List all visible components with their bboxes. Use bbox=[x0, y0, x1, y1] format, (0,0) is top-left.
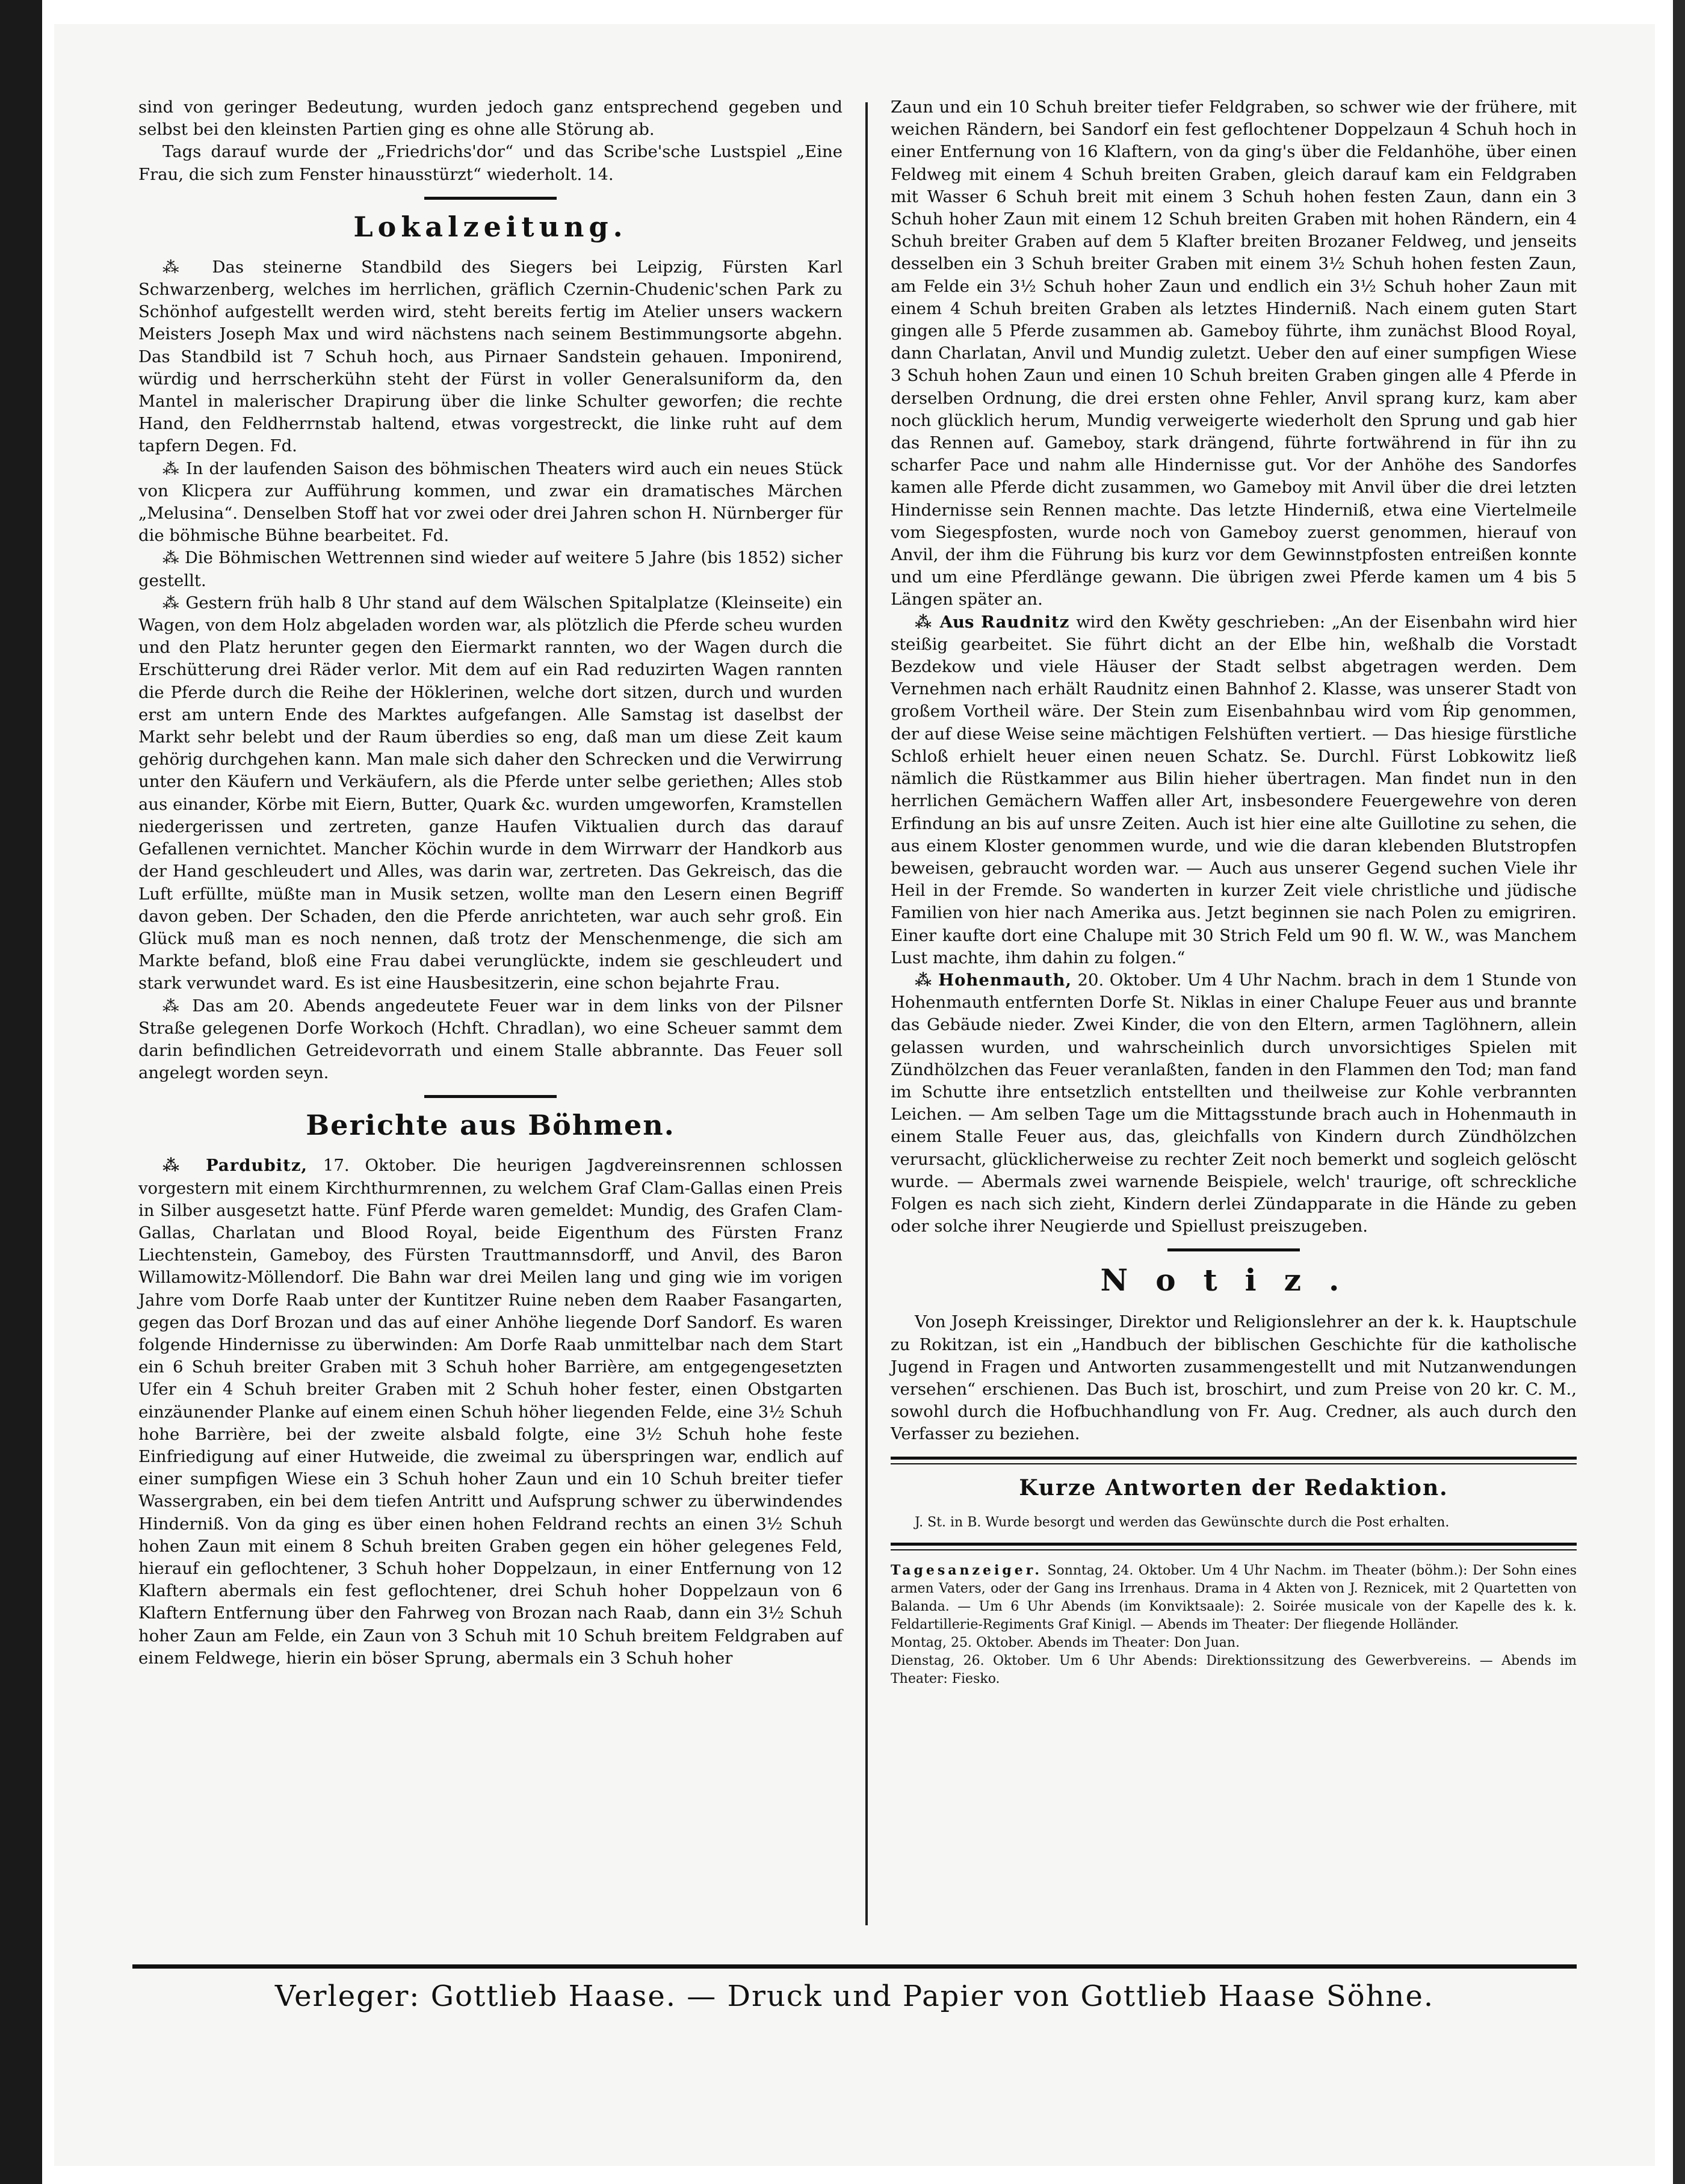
section-title-antworten: Kurze Antworten der Redaktion. bbox=[1019, 1475, 1448, 1501]
scan-border-right bbox=[1673, 0, 1685, 2184]
lokal-paragraph-2: ⁂ In der laufenden Saison des böhmischen Theaters wird auch ein neues Stück von Klicpera zur Aufführung kommen, und zwar ein dramatisches Märchen „Melusina“. Denselben Stoff hat vor zwei oder drei Jahren schon H. Nürnberger für die böhmische Bühne bearbeitet. Fd. bbox=[138, 458, 842, 546]
hohenmauth-dateline: Hohenmauth, bbox=[938, 970, 1072, 990]
footer-rule bbox=[132, 1964, 1577, 1969]
left-column bbox=[138, 96, 842, 1670]
double-rule bbox=[891, 1457, 1577, 1464]
pardubitz-report bbox=[138, 1155, 842, 1670]
raudnitz-report bbox=[891, 611, 1577, 969]
antworten-paragraph: J. St. in B. Wurde besorgt und werden das Gewünschte durch die Post erhalten. bbox=[915, 1514, 1450, 1530]
lokal-paragraph-4: ⁂ Gestern früh halb 8 Uhr stand auf dem Wälschen Spitalplatze (Kleinseite) ein Wagen, von dem Holz abgeladen worden war, als plötzlich die Pferde scheu wurden und den Platz herunter gegen den Eiermarkt rannten, wo der Wagen durch die Erschütterung drei Räder verlor. Mit dem auf ein Rad reduzirten Wagen rannten die Pferde durch die Reihe der Höklerinen, welche dort sitzen, durch und wurden erst am untern Ende des Marktes aufgefangen. Alle Samstag ist daselbst der Markt sehr belebt und der Raum überdies so eng, daß man um diese Zeit kaum gehörig durchgehen kann. Man male sich daher den Schrecken und die Verwirrung unter den Käufern und Verkäufern, als die Pferde unter selbe geriethen; Alles stob aus einander, Körbe mit Eiern, Butter, Quark &c. wurden umgeworfen, Kramstellen niedergerissen und zertreten, ganze Haufen Viktualien durch das darauf Gefallenen vernichtet. Mancher Köchin wurde in dem Wirrwarr der Handkorb aus der Hand geschleudert und Alles, was darin war, zertreten. Das Gekreisch, das die Luft erfüllte, müßte man in Musik setzen, wollte man den Lesern einen Begriff davon geben. Der Schaden, den die Pferde anrichteten, war auch sehr groß. Ein Glück muß man es noch nennen, daß trotz der Menschenmenge, die sich am Markte befand, bloß eine Frau dabei verunglückte, indem sie geschleudert und stark verwundet ward. Es ist eine Hausbesitzerin, eine schon bejahrte Frau. bbox=[138, 593, 842, 993]
column-divider bbox=[865, 102, 868, 1925]
section-title-notiz: Notiz. bbox=[1100, 1262, 1367, 1298]
race-continuation: Zaun und ein 10 Schuh breiter tiefer Feldgraben, so schwer wie der frühere, mit weichen Rändern, bei Sandorf ein fest geflochtener Doppelzaun 4 Schuh hoch in einer Entfernung von 16 Klaftern, von da ging's über die Feldanhöhe, über einen Feldweg mit einem 4 Schuh breiten Graben, gleich darauf kam ein Feldgraben mit Wasser 6 Schuh breit mit einem 3 Schuh hohen festen Zaun, dann ein 3 Schuh hoher Zaun mit einem 12 Schuh breiten Graben mit hohen Rändern, ein 4 Schuh breiter Graben auf dem 5 Klafter breiten Brozaner Feldweg, und jenseits desselben ein 3 Schuh breiter Graben mit einem 3½ Schuh hohen festen Zaun, am Felde ein 3½ Schuh hoher Zaun und endlich ein 3½ Schuh hoher Zaun mit einem 4 Schuh breiten Graben als letztes Hinderniß. Nach einem guten Start gingen alle 5 Pferde zusammen ab. Gameboy führte, ihm zunächst Blood Royal, dann Charlatan, Anvil und Mundig zuletzt. Ueber den auf einer sumpfigen Wiese 3 Schuh hohen Zaun und einen 10 Schuh breiten Graben gingen alle 4 Pferde in derselben Ordnung, die drei ersten ohne Fehler, Anvil sprang kurz, kam aber noch glücklich herum, Mundig verweigerte wiederholt den Sprung und gab hier das Rennen auf. Gameboy, stark drängend, führte fortwährend in für ihn zu scharfer Pace und nahm alle Hindernisse gut. Vor der Anhöhe des Sandorfes kamen alle Pferde dicht zusammen, wo Gameboy mit Anvil über die drei letzten Hindernisse sein Rennen machte. Das letzte Hinderniß, etwa eine Viertelmeile vom Siegespfosten, wurde noch von Gameboy zuerst genommen, hierauf von Anvil, der ihm die Führung bis kurz vor dem Gewinnstpfosten entreißen konnte und um eine Pferdlänge gewann. Die übrigen zwei Pferde kamen um 4 bis 5 Längen später an. bbox=[891, 97, 1577, 609]
hohenmauth-text: 20. Oktober. Um 4 Uhr Nachm. brach in dem 1 Stunde von Hohenmauth entfernten Dorfe St. Niklas in einer Chalupe Feuer aus und brannte das Gebäude nieder. Zwei Kinder, die von den Eltern, armen Taglöhnern, allein gelassen wurden, und wahrscheinlich durch unvorsichtiges Spielen mit Zündhölzchen das Feuer veranlaßten, fanden in den Flammen den Tod; man fand im Schutte ihre entsetzlich entstellten und theilweise zur Kohle verbrannten Leichen. — Am selben Tage um die Mittagsstunde brach auch in Hohenmauth in einem Stalle Feuer aus, das, gleichfalls von Kindern durch Zündhölzchen verursacht, glücklicherweise zu rechter Zeit noch bemerkt und sogleich gelöscht wurde. — Abermals zwei warnende Beispiele, welch' traurige, oft schreckliche Folgen es nach sich zieht, Kindern derlei Zündapparate in die Hände zu geben oder solche ihrer Neugierde und Spiellust preiszugeben. bbox=[891, 970, 1577, 1236]
separator-rule bbox=[1167, 1248, 1300, 1251]
antworten-block bbox=[891, 1514, 1577, 1532]
section-title-lokalzeitung: Lokalzeitung. bbox=[353, 210, 628, 243]
section-title-berichte: Berichte aus Böhmen. bbox=[306, 1109, 675, 1142]
separator-rule bbox=[424, 1095, 557, 1098]
tagesanzeiger-block bbox=[891, 1561, 1577, 1688]
raudnitz-text: wird den Kwěty geschrieben: „An der Eisenbahn wird hier steißig gearbeitet. Sie führt dicht an der Elbe hin, weßhalb die Vorstadt Bezdekow und viele Häuser der Stadt selbst abgetragen werden. Dem Vernehmen nach erhält Raudnitz einen Bahnhof 2. Klasse, was unserer Stadt von großem Vortheil wäre. Der Stein zum Eisenbahnbau wird vom Ŕip genommen, der auf diese Weise seine mächtigen Felshüften vertiert. — Das hiesige fürstliche Schloß erhielt heuer einen neuen Schatz. Se. Durchl. Fürst Lobkowitz ließ nämlich die Rüstkammer aus Bilin hieher übertragen. Man findet nun in den herrlichen Gemächern Waffen aller Art, insbesondere Feuergewehre von deren Erfindung an bis auf unsre Zeiten. Auch ist hier eine alte Guillotine zu sehen, die aus einem Kloster genommen wurde, und wie die daran klebenden Blutstropfen beweisen, gebraucht worden war. — Auch aus unserer Gegend suchen Viele ihr Heil in der Fremde. So wanderten in kurzer Zeit viele christliche und jüdische Familien von hier nach Amerika aus. Jetzt beginnen sie nach Polen zu emigriren. Einer kaufte dort eine Chalupe mit 30 Strich Feld um 90 fl. W. W., was Manchem Lust machte, ihm dahin zu folgen.“ bbox=[891, 612, 1577, 967]
lokal-paragraph-3: ⁂ Die Böhmischen Wettrennen sind wieder auf weitere 5 Jahre (bis 1852) sicher gestellt. bbox=[138, 548, 842, 590]
tagesanzeiger-text-1: Sonntag, 24. Oktober. Um 4 Uhr Nachm. im Theater (böhm.): Der Sohn eines armen Vaters, oder der Gang ins Irrenhaus. Drama in 4 Akten von J. Reznicek, mit 2 Quartetten von Balanda. — Um 6 Uhr Abends (im Konviktsaale): 2. Soirée musicale von der Kapelle des k. k. Feldartillerie-Regiments Graf Kinigl. — Abends im Theater: Der fliegende Holländer. bbox=[891, 1562, 1577, 1632]
lokal-paragraph-1: ⁂ Das steinerne Standbild des Siegers bei Leipzig, Fürsten Karl Schwarzenberg, welches im herrlichen, gräflich Czernin-Chudenic'schen Park zu Schönhof aufgestellt werden wird, steht bereits fertig im Atelier unsers wackern Meisters Joseph Max und wird nächstens nach seinem Bestimmungsorte abgehn. Das Standbild ist 7 Schuh hoch, aus Pirnaer Sandstein gehauen. Imponirend, würdig und herrscherkühn steht der Fürst in voller Generalsuniform da, den Mantel in malerischer Drapirung über die linke Schulter geworfen; die rechte Hand, den Feldherrnstab haltend, etwas vorgestreckt, die linke ruht auf dem tapfern Degen. Fd. bbox=[138, 257, 842, 456]
publisher-imprint: Verleger: Gottlieb Haase. — Druck und Papier von Gottlieb Haase Söhne. bbox=[274, 1979, 1435, 2013]
notiz-paragraph: Von Joseph Kreissinger, Direktor und Religionslehrer an der k. k. Hauptschule zu Rokitzan, ist ein „Handbuch der biblischen Geschichte für die katholische Jugend in Fragen und Antworten zusammengestellt und mit Nutzanwendungen versehen“ erschienen. Das Buch ist, broschirt, und zum Preise von 20 kr. C. M., sowohl durch die Hofbuchhandlung von Fr. Aug. Credner, als auch durch den Verfasser zu beziehen. bbox=[891, 1312, 1577, 1444]
tagesanzeiger-entry-1 bbox=[891, 1561, 1577, 1634]
raudnitz-dateline: Raudnitz bbox=[981, 612, 1070, 632]
pardubitz-dateline: Pardubitz, bbox=[205, 1156, 308, 1176]
double-rule bbox=[891, 1543, 1577, 1550]
report-marker: ⁂ bbox=[162, 1156, 206, 1176]
scan-border-left bbox=[0, 0, 42, 2184]
tagesanzeiger-entry-2: Montag, 25. Oktober. Abends im Theater: Don Juan. bbox=[891, 1635, 1240, 1650]
lokal-paragraph-5: ⁂ Das am 20. Abends angedeutete Feuer war in dem links von der Pilsner Straße gelegenen Dorfe Workoch (Hchft. Chradlan), wo eine Scheuer sammt dem darin befindlichen Getreidevorrath und einem Stalle abbrannte. Das Feuer soll angelegt worden seyn. bbox=[138, 996, 842, 1083]
tagesanzeiger-label: Tagesanzeiger. bbox=[891, 1562, 1042, 1578]
pardubitz-text: 17. Oktober. Die heurigen Jagdvereinsrennen schlossen vorgestern mit einem Kirchthurmrennen, zu welchem Graf Clam-Gallas einen Preis in Silber ausgesetzt hatte. Fünf Pferde waren gemeldet: Mundig, des Grafen Clam-Gallas, Charlatan und Blood Royal, beide Eigenthum des Fürsten Franz Liechtenstein, Gameboy, des Fürsten Trauttmannsdorff, und Anvil, des Baron Willamowitz-Möllendorf. Die Bahn war drei Meilen lang und ging wie im vorigen Jahre vom Dorfe Raab unter der Kuntitzer Ruine neben dem Raaber Fasangarten, gegen das Dorf Brozan und das auf einer Anhöhe liegende Dorf Sandorf. Es waren folgende Hindernisse zu überwinden: Am Dorfe Raab unmittelbar nach dem Start ein 6 Schuh breiter Graben mit 3 Schuh hoher Barrière, am entgegengesetzten Ufer ein 4 Schuh breiter Graben mit 2 Schuh hoher fester, einen Obstgarten einzäunender Planke auf einem einen Schuh höher liegenden Felde, eine 3½ Schuh hohe Barrière, bei der zweite alsbald folgte, eine 3½ Schuh hohe feste Einfriedigung auf einer Hutweide, die zweimal zu überspringen war, endlich auf einer sumpfigen Wiese ein 3 Schuh hoher Zaun und ein 10 Schuh breiter tiefer Wassergraben, ein bei dem tiefen Antritt und Aufsprung schwer zu überwindendes Hinderniß. Von da ging es über einen hohen Feldrand rechts an einen 3½ Schuh hohen Zaun mit einem 8 Schuh breiten Graben gegen ein höher gelegenes Feld, hierauf ein geflochtener, 3 Schuh hoher Doppelzaun, in einer Entfernung von 12 Klaftern abermals ein fest geflochtener, drei Schuh hoher Doppelzaun von 6 Klaftern Entfernung über den Fahrweg von Brozan nach Raab, dann ein 3½ Schuh hoher Zaun am Felde, ein Zaun von 3 Schuh mit 10 Schuh breitem Feldgraben auf einem Feldwege, hierin ein böser Sprung, abermals ein 3 Schuh hoher bbox=[138, 1156, 842, 1668]
tagesanzeiger-entry-3: Dienstag, 26. Oktober. Um 6 Uhr Abends: Direktionssitzung des Gewerbvereins. — Abends im Theater: Fiesko. bbox=[891, 1653, 1577, 1686]
report-marker: ⁂ bbox=[915, 970, 939, 990]
separator-rule bbox=[424, 197, 557, 200]
intro-paragraph-2: Tags darauf wurde der „Friedrichs'dor“ und das Scribe'sche Lustspiel „Eine Frau, die sich zum Fenster hinausstürzt“ wiederholt. 14. bbox=[138, 142, 842, 184]
right-column bbox=[891, 96, 1577, 1688]
hohenmauth-report bbox=[891, 969, 1577, 1238]
intro-paragraph: sind von geringer Bedeutung, wurden jedoch ganz entsprechend gegeben und selbst bei den kleinsten Partien ging es ohne alle Störung ab. bbox=[138, 97, 842, 140]
report-marker: ⁂ Aus bbox=[915, 612, 982, 632]
